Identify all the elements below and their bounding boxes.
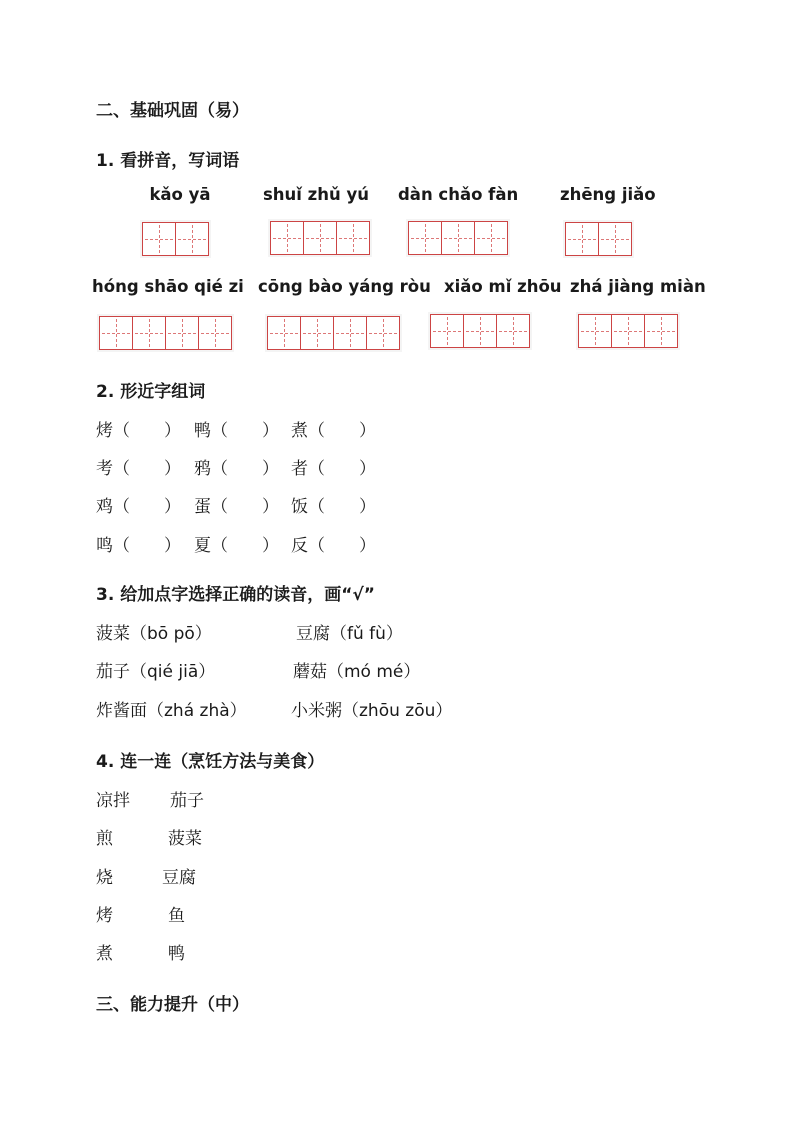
food-item: 鸭 (168, 944, 185, 964)
word-item: 烤（ ） (96, 421, 181, 441)
writing-grid[interactable] (576, 312, 680, 350)
word-item: 鸦（ ） (194, 459, 279, 479)
writing-grid[interactable] (563, 220, 634, 258)
word-item: 煮（ ） (291, 421, 376, 441)
pinyin-label: hóng shāo qié zi (92, 277, 244, 296)
word-item: 者（ ） (291, 459, 376, 479)
writing-box[interactable] (474, 221, 508, 255)
writing-box[interactable] (430, 314, 464, 348)
reading-choice: 炸酱面（zhá zhà） (96, 701, 247, 721)
writing-box[interactable] (565, 222, 599, 256)
writing-grid[interactable] (140, 220, 211, 258)
question-4-title: 4. 连一连（烹饪方法与美食） (96, 752, 325, 772)
question-2-title: 2. 形近字组词 (96, 382, 206, 402)
word-item: 反（ ） (291, 536, 376, 556)
writing-box[interactable] (611, 314, 645, 348)
pinyin-label: zhá jiàng miàn (570, 277, 706, 296)
writing-grid[interactable] (268, 219, 372, 257)
cooking-method: 煮 (96, 944, 113, 964)
reading-choice: 豆腐（fǔ fù） (296, 624, 403, 644)
writing-grid[interactable] (97, 314, 234, 352)
word-item: 考（ ） (96, 459, 181, 479)
writing-box[interactable] (132, 316, 166, 350)
writing-box[interactable] (578, 314, 612, 348)
writing-grid[interactable] (428, 312, 532, 350)
word-item: 饭（ ） (291, 497, 376, 517)
pinyin-label: shuǐ zhǔ yú (262, 185, 370, 204)
word-item: 鸡（ ） (96, 497, 181, 517)
writing-box[interactable] (198, 316, 232, 350)
word-item: 夏（ ） (194, 536, 279, 556)
writing-box[interactable] (463, 314, 497, 348)
question-3-title: 3. 给加点字选择正确的读音，画“√” (96, 585, 375, 605)
writing-box[interactable] (267, 316, 301, 350)
reading-choice: 茄子（qié jiā） (96, 662, 216, 682)
cooking-method: 煎 (96, 829, 113, 849)
writing-box[interactable] (644, 314, 678, 348)
cooking-method: 烧 (96, 868, 113, 888)
writing-box[interactable] (336, 221, 370, 255)
writing-box[interactable] (441, 221, 475, 255)
food-item: 菠菜 (168, 829, 202, 849)
word-item: 蛋（ ） (194, 497, 279, 517)
cooking-method: 凉拌 (96, 791, 130, 811)
writing-box[interactable] (270, 221, 304, 255)
word-item: 鸣（ ） (96, 536, 181, 556)
writing-box[interactable] (496, 314, 530, 348)
section-title: 三、能力提升（中） (96, 995, 249, 1015)
section-title: 二、基础巩固（易） (96, 101, 249, 121)
food-item: 豆腐 (162, 868, 196, 888)
reading-choice: 小米粥（zhōu zōu） (291, 701, 453, 721)
writing-box[interactable] (142, 222, 176, 256)
writing-box[interactable] (175, 222, 209, 256)
writing-box[interactable] (300, 316, 334, 350)
pinyin-label: zhēng jiǎo (560, 185, 656, 204)
writing-box[interactable] (598, 222, 632, 256)
question-1-title: 1. 看拼音，写词语 (96, 151, 240, 171)
pinyin-label: kǎo yā (149, 185, 211, 204)
writing-box[interactable] (165, 316, 199, 350)
food-item: 茄子 (170, 791, 204, 811)
cooking-method: 烤 (96, 906, 113, 926)
writing-box[interactable] (303, 221, 337, 255)
reading-choice: 蘑菇（mó mé） (293, 662, 421, 682)
writing-box[interactable] (408, 221, 442, 255)
writing-box[interactable] (366, 316, 400, 350)
writing-grid[interactable] (406, 219, 510, 257)
word-item: 鸭（ ） (194, 421, 279, 441)
writing-box[interactable] (99, 316, 133, 350)
reading-choice: 菠菜（bō pō） (96, 624, 212, 644)
food-item: 鱼 (168, 906, 185, 926)
writing-box[interactable] (333, 316, 367, 350)
pinyin-label: xiǎo mǐ zhōu (444, 277, 562, 296)
writing-grid[interactable] (265, 314, 402, 352)
pinyin-label: dàn chǎo fàn (398, 185, 519, 204)
pinyin-label: cōng bào yáng ròu (258, 277, 431, 296)
